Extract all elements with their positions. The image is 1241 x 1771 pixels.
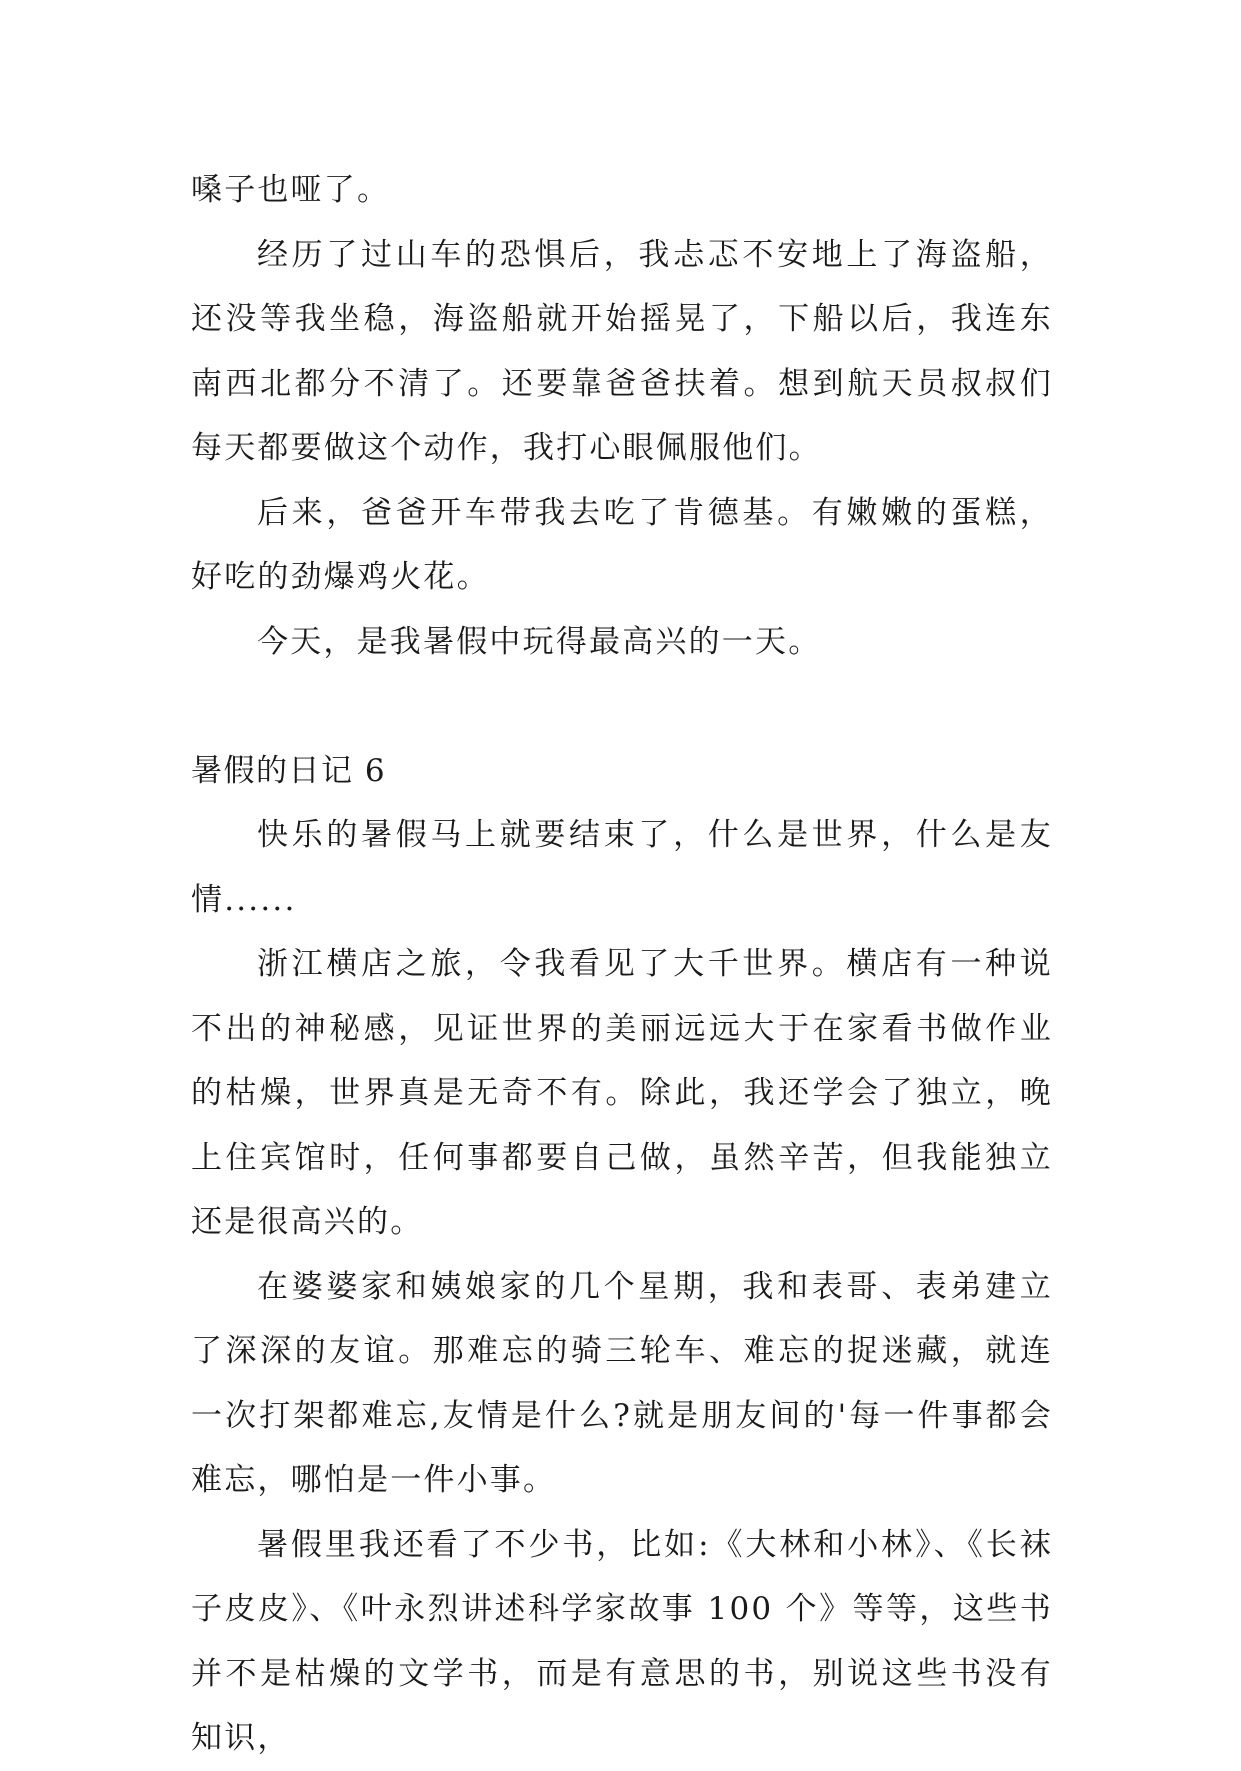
section-spacer: [191, 674, 1053, 739]
paragraph: 后来，爸爸开车带我去吃了肯德基。有嫩嫩的蛋糕，好吃的劲爆鸡火花。: [191, 494, 1053, 595]
paragraph: 经历了过山车的恐惧后，我忐忑不安地上了海盗船，还没等我坐稳，海盗船就开始摇晃了，下船以后，我连东南西北都分不清了。还要靠爸爸扶着。想到航天员叔叔们每天都要做这个动作，我打心眼佩服他们。: [191, 236, 1053, 466]
paragraph: 嗓子也哑了。: [191, 172, 391, 208]
paragraph: 暑假里我还看了不少书，比如:《大林和小林》、《长袜子皮皮》、《叶永烈讲述科学家故事 100 个》等等，这些书并不是枯燥的文学书，而是有意思的书，别说这些书没有知识，: [191, 1526, 1053, 1756]
paragraph: 在婆婆家和姨娘家的几个星期，我和表哥、表弟建立了深深的友谊。那难忘的骑三轮车、难忘的捉迷藏，就连一次打架都难忘,友情是什么?就是朋友间的'每一件事都会难忘，哪怕是一件小事。: [191, 1268, 1053, 1498]
section-title: 暑假的日记 6: [191, 752, 387, 789]
document-body: [191, 158, 1053, 1771]
paragraph: 快乐的暑假马上就要结束了，什么是世界，什么是友情......: [191, 817, 1053, 918]
paragraph: 今天，是我暑假中玩得最高兴的一天。: [257, 623, 822, 660]
paragraph: 浙江横店之旅，令我看见了大千世界。横店有一种说不出的神秘感，见证世界的美丽远远大于在家看书做作业的枯燥，世界真是无奇不有。除此，我还学会了独立，晚上住宾馆时，任何事都要自己做，虽然辛苦，但我能独立还是很高兴的。: [191, 946, 1053, 1240]
